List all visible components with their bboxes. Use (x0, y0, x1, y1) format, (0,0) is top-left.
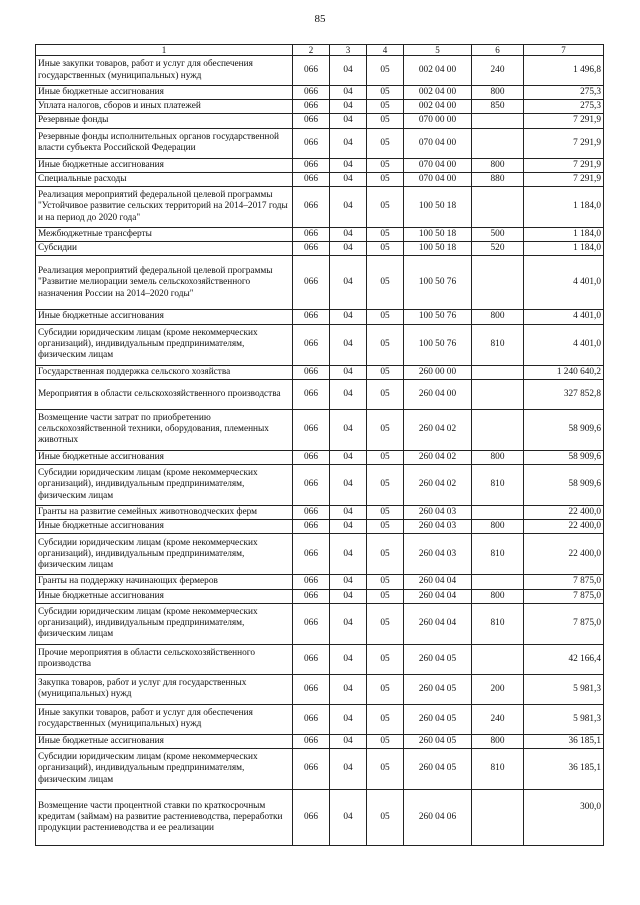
amount: 7 291,9 (524, 158, 604, 172)
amount: 4 401,0 (524, 324, 604, 365)
row-name: Субсидии юридическим лицам (кроме некоммерческих организаций), индивидуальным предпринимателям, физическим лицам (36, 465, 293, 506)
expense-type-code: 850 (472, 100, 524, 114)
expense-type-code: 810 (472, 324, 524, 365)
subsection-code: 05 (367, 749, 404, 790)
column-number: 7 (524, 45, 604, 56)
row-name: Резервные фонды (36, 114, 293, 128)
amount: 7 291,9 (524, 114, 604, 128)
table-row (36, 379, 604, 409)
column-number: 6 (472, 45, 524, 56)
subsection-code: 05 (367, 603, 404, 644)
expense-type-code (472, 379, 524, 409)
ved-code: 066 (293, 242, 330, 256)
amount: 1 184,0 (524, 242, 604, 256)
ved-code: 066 (293, 465, 330, 506)
ved-code: 066 (293, 450, 330, 464)
row-name: Специальные расходы (36, 172, 293, 186)
ved-code: 066 (293, 379, 330, 409)
table-row (36, 575, 604, 589)
table-row (36, 242, 604, 256)
expense-type-code: 800 (472, 589, 524, 603)
subsection-code: 05 (367, 324, 404, 365)
row-name: Резервные фонды исполнительных органов государственной власти субъекта Российской Федерации (36, 128, 293, 158)
subsection-code: 05 (367, 465, 404, 506)
expense-type-code (472, 644, 524, 674)
target-article-code: 260 04 05 (404, 749, 472, 790)
section-code: 04 (330, 534, 367, 575)
target-article-code: 070 04 00 (404, 172, 472, 186)
table-row (36, 644, 604, 674)
table-row (36, 114, 604, 128)
expense-type-code: 810 (472, 749, 524, 790)
ved-code: 066 (293, 704, 330, 734)
amount: 300,0 (524, 790, 604, 846)
target-article-code: 100 50 76 (404, 256, 472, 310)
target-article-code: 260 04 05 (404, 644, 472, 674)
target-article-code: 260 04 03 (404, 506, 472, 520)
target-article-code: 260 04 04 (404, 575, 472, 589)
subsection-code: 05 (367, 187, 404, 228)
row-name: Иные бюджетные ассигнования (36, 310, 293, 324)
amount: 58 909,6 (524, 409, 604, 450)
table-row (36, 534, 604, 575)
amount: 58 909,6 (524, 450, 604, 464)
expense-type-code: 240 (472, 704, 524, 734)
amount: 7 875,0 (524, 603, 604, 644)
subsection-code: 05 (367, 256, 404, 310)
table-row (36, 450, 604, 464)
target-article-code: 260 04 05 (404, 674, 472, 704)
target-article-code: 260 04 04 (404, 589, 472, 603)
amount: 1 184,0 (524, 228, 604, 242)
expense-type-code: 520 (472, 242, 524, 256)
subsection-code: 05 (367, 674, 404, 704)
expense-type-code: 800 (472, 86, 524, 100)
target-article-code: 260 04 02 (404, 450, 472, 464)
row-name: Мероприятия в области сельскохозяйственного производства (36, 379, 293, 409)
ved-code: 066 (293, 114, 330, 128)
section-code: 04 (330, 324, 367, 365)
row-name: Субсидии юридическим лицам (кроме некоммерческих организаций), индивидуальным предпринимателям, физическим лицам (36, 534, 293, 575)
expense-type-code (472, 575, 524, 589)
ved-code: 066 (293, 256, 330, 310)
ved-code: 066 (293, 365, 330, 379)
amount: 7 875,0 (524, 589, 604, 603)
expense-type-code: 800 (472, 450, 524, 464)
section-code: 04 (330, 228, 367, 242)
section-code: 04 (330, 86, 367, 100)
ved-code: 066 (293, 158, 330, 172)
expense-type-code: 200 (472, 674, 524, 704)
subsection-code: 05 (367, 228, 404, 242)
target-article-code: 260 04 06 (404, 790, 472, 846)
expense-type-code (472, 506, 524, 520)
amount: 327 852,8 (524, 379, 604, 409)
amount: 7 875,0 (524, 575, 604, 589)
column-number: 3 (330, 45, 367, 56)
amount: 275,3 (524, 86, 604, 100)
subsection-code: 05 (367, 704, 404, 734)
table-row (36, 465, 604, 506)
section-code: 04 (330, 310, 367, 324)
table-row (36, 603, 604, 644)
table-row (36, 734, 604, 748)
row-name: Иные бюджетные ассигнования (36, 158, 293, 172)
row-name: Иные бюджетные ассигнования (36, 734, 293, 748)
table-row (36, 506, 604, 520)
column-number-row (36, 45, 604, 56)
subsection-code: 05 (367, 506, 404, 520)
amount: 42 166,4 (524, 644, 604, 674)
amount: 5 981,3 (524, 674, 604, 704)
ved-code: 066 (293, 534, 330, 575)
target-article-code: 100 50 18 (404, 228, 472, 242)
section-code: 04 (330, 603, 367, 644)
subsection-code: 05 (367, 365, 404, 379)
section-code: 04 (330, 114, 367, 128)
expense-type-code: 810 (472, 465, 524, 506)
table-row (36, 409, 604, 450)
section-code: 04 (330, 379, 367, 409)
ved-code: 066 (293, 575, 330, 589)
amount: 36 185,1 (524, 734, 604, 748)
section-code: 04 (330, 187, 367, 228)
target-article-code: 260 04 03 (404, 534, 472, 575)
target-article-code: 260 04 05 (404, 734, 472, 748)
section-code: 04 (330, 172, 367, 186)
row-name: Закупка товаров, работ и услуг для государственных (муниципальных) нужд (36, 674, 293, 704)
column-number: 2 (293, 45, 330, 56)
section-code: 04 (330, 465, 367, 506)
target-article-code: 100 50 76 (404, 324, 472, 365)
expense-type-code: 880 (472, 172, 524, 186)
target-article-code: 100 50 76 (404, 310, 472, 324)
section-code: 04 (330, 674, 367, 704)
expense-type-code: 240 (472, 56, 524, 86)
row-name: Субсидии юридическим лицам (кроме некоммерческих организаций), индивидуальным предпринимателям, физическим лицам (36, 749, 293, 790)
amount: 275,3 (524, 100, 604, 114)
subsection-code: 05 (367, 242, 404, 256)
ved-code: 066 (293, 228, 330, 242)
table-row (36, 520, 604, 534)
ved-code: 066 (293, 790, 330, 846)
target-article-code: 002 04 00 (404, 100, 472, 114)
row-name: Субсидии (36, 242, 293, 256)
ved-code: 066 (293, 506, 330, 520)
subsection-code: 05 (367, 534, 404, 575)
ved-code: 066 (293, 603, 330, 644)
table-row (36, 158, 604, 172)
amount: 4 401,0 (524, 256, 604, 310)
table-row (36, 86, 604, 100)
expense-type-code (472, 187, 524, 228)
subsection-code: 05 (367, 100, 404, 114)
row-name: Межбюджетные трансферты (36, 228, 293, 242)
row-name: Иные бюджетные ассигнования (36, 86, 293, 100)
ved-code: 066 (293, 86, 330, 100)
target-article-code: 260 04 04 (404, 603, 472, 644)
amount: 1 240 640,2 (524, 365, 604, 379)
ved-code: 066 (293, 409, 330, 450)
ved-code: 066 (293, 520, 330, 534)
column-number: 5 (404, 45, 472, 56)
target-article-code: 070 04 00 (404, 128, 472, 158)
amount: 4 401,0 (524, 310, 604, 324)
target-article-code: 260 04 05 (404, 704, 472, 734)
row-name: Прочие мероприятия в области сельскохозяйственного производства (36, 644, 293, 674)
target-article-code: 260 00 00 (404, 365, 472, 379)
expense-type-code: 810 (472, 603, 524, 644)
subsection-code: 05 (367, 86, 404, 100)
column-number: 1 (36, 45, 293, 56)
section-code: 04 (330, 749, 367, 790)
table-row (36, 56, 604, 86)
subsection-code: 05 (367, 450, 404, 464)
expense-type-code: 800 (472, 734, 524, 748)
table-row (36, 704, 604, 734)
ved-code: 066 (293, 674, 330, 704)
table-row (36, 790, 604, 846)
section-code: 04 (330, 506, 367, 520)
subsection-code: 05 (367, 790, 404, 846)
ved-code: 066 (293, 100, 330, 114)
ved-code: 066 (293, 128, 330, 158)
expense-type-code (472, 128, 524, 158)
section-code: 04 (330, 365, 367, 379)
section-code: 04 (330, 589, 367, 603)
target-article-code: 070 00 00 (404, 114, 472, 128)
section-code: 04 (330, 734, 367, 748)
expense-type-code (472, 409, 524, 450)
row-name: Уплата налогов, сборов и иных платежей (36, 100, 293, 114)
subsection-code: 05 (367, 589, 404, 603)
table-row (36, 674, 604, 704)
row-name: Иные бюджетные ассигнования (36, 520, 293, 534)
target-article-code: 002 04 00 (404, 86, 472, 100)
expense-type-code: 800 (472, 158, 524, 172)
section-code: 04 (330, 56, 367, 86)
expense-type-code: 800 (472, 310, 524, 324)
column-number: 4 (367, 45, 404, 56)
expense-type-code (472, 114, 524, 128)
section-code: 04 (330, 158, 367, 172)
section-code: 04 (330, 790, 367, 846)
row-name: Гранты на развитие семейных животноводческих ферм (36, 506, 293, 520)
amount: 22 400,0 (524, 534, 604, 575)
amount: 7 291,9 (524, 172, 604, 186)
page-number: 85 (314, 13, 326, 25)
section-code: 04 (330, 100, 367, 114)
row-name: Государственная поддержка сельского хозяйства (36, 365, 293, 379)
subsection-code: 05 (367, 409, 404, 450)
table-row (36, 256, 604, 310)
expense-type-code: 800 (472, 520, 524, 534)
amount: 58 909,6 (524, 465, 604, 506)
expense-type-code: 810 (472, 534, 524, 575)
table-row (36, 187, 604, 228)
subsection-code: 05 (367, 310, 404, 324)
row-name: Гранты на поддержку начинающих фермеров (36, 575, 293, 589)
table-row (36, 128, 604, 158)
table-row (36, 365, 604, 379)
subsection-code: 05 (367, 734, 404, 748)
table-row (36, 749, 604, 790)
ved-code: 066 (293, 589, 330, 603)
ved-code: 066 (293, 56, 330, 86)
row-name: Субсидии юридическим лицам (кроме некоммерческих организаций), индивидуальным предпринимателям, физическим лицам (36, 603, 293, 644)
ved-code: 066 (293, 734, 330, 748)
subsection-code: 05 (367, 644, 404, 674)
expense-type-code (472, 790, 524, 846)
amount: 22 400,0 (524, 520, 604, 534)
subsection-code: 05 (367, 379, 404, 409)
subsection-code: 05 (367, 520, 404, 534)
section-code: 04 (330, 520, 367, 534)
subsection-code: 05 (367, 158, 404, 172)
amount: 36 185,1 (524, 749, 604, 790)
section-code: 04 (330, 450, 367, 464)
table-row (36, 228, 604, 242)
table-row (36, 172, 604, 186)
target-article-code: 260 04 03 (404, 520, 472, 534)
expense-type-code (472, 365, 524, 379)
table-row (36, 310, 604, 324)
section-code: 04 (330, 575, 367, 589)
amount: 5 981,3 (524, 704, 604, 734)
section-code: 04 (330, 409, 367, 450)
budget-table (35, 44, 604, 846)
section-code: 04 (330, 644, 367, 674)
subsection-code: 05 (367, 172, 404, 186)
section-code: 04 (330, 256, 367, 310)
ved-code: 066 (293, 310, 330, 324)
row-name: Возмещение части затрат по приобретению сельскохозяйственной техники, оборудования, племенных животных (36, 409, 293, 450)
target-article-code: 100 50 18 (404, 187, 472, 228)
row-name: Иные бюджетные ассигнования (36, 589, 293, 603)
ved-code: 066 (293, 324, 330, 365)
target-article-code: 002 04 00 (404, 56, 472, 86)
ved-code: 066 (293, 172, 330, 186)
row-name: Реализация мероприятий федеральной целевой программы "Развитие мелиорации земель сельскохозяйственного назначения России на 2014–2020 годы" (36, 256, 293, 310)
amount: 22 400,0 (524, 506, 604, 520)
expense-type-code (472, 256, 524, 310)
section-code: 04 (330, 704, 367, 734)
subsection-code: 05 (367, 56, 404, 86)
target-article-code: 260 04 00 (404, 379, 472, 409)
amount: 1 184,0 (524, 187, 604, 228)
ved-code: 066 (293, 644, 330, 674)
row-name: Реализация мероприятий федеральной целевой программы "Устойчивое развитие сельских территорий на 2014–2017 годы и на период до 2020 года" (36, 187, 293, 228)
amount: 7 291,9 (524, 128, 604, 158)
target-article-code: 260 04 02 (404, 409, 472, 450)
section-code: 04 (330, 128, 367, 158)
row-name: Возмещение части процентной ставки по краткосрочным кредитам (займам) на развитие растениеводства, переработки продукции растениеводства и ее реализации (36, 790, 293, 846)
subsection-code: 05 (367, 575, 404, 589)
section-code: 04 (330, 242, 367, 256)
table-row (36, 324, 604, 365)
amount: 1 496,8 (524, 56, 604, 86)
table-row (36, 100, 604, 114)
expense-type-code: 500 (472, 228, 524, 242)
target-article-code: 100 50 18 (404, 242, 472, 256)
ved-code: 066 (293, 749, 330, 790)
subsection-code: 05 (367, 114, 404, 128)
row-name: Иные бюджетные ассигнования (36, 450, 293, 464)
ved-code: 066 (293, 187, 330, 228)
row-name: Субсидии юридическим лицам (кроме некоммерческих организаций), индивидуальным предпринимателям, физическим лицам (36, 324, 293, 365)
row-name: Иные закупки товаров, работ и услуг для обеспечения государственных (муниципальных) нужд (36, 704, 293, 734)
table-row (36, 589, 604, 603)
target-article-code: 260 04 02 (404, 465, 472, 506)
row-name: Иные закупки товаров, работ и услуг для обеспечения государственных (муниципальных) нужд (36, 56, 293, 86)
target-article-code: 070 04 00 (404, 158, 472, 172)
subsection-code: 05 (367, 128, 404, 158)
